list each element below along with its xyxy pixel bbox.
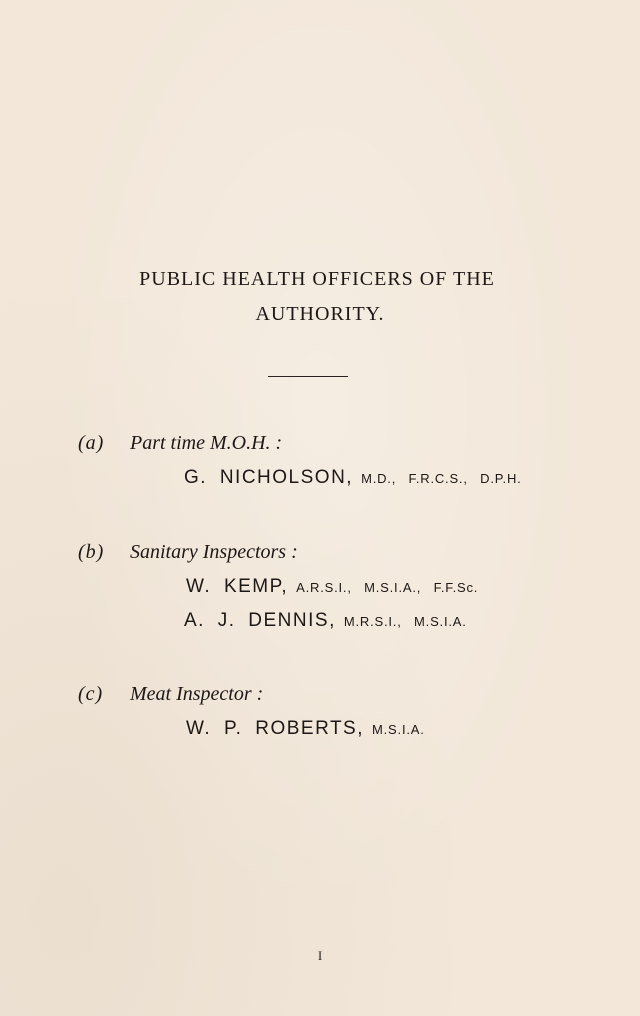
page-number: I <box>317 948 323 963</box>
officer-nicholson <box>184 467 522 489</box>
officer-kemp <box>186 576 478 598</box>
title-divider <box>268 376 348 377</box>
page-title-line-1: PUBLIC HEALTH OFFICERS OF THE <box>139 268 495 290</box>
section-a-heading <box>78 432 282 455</box>
officer-name: W. KEMP, <box>186 576 289 597</box>
section-b-heading <box>78 541 298 564</box>
page-title-line-2: AUTHORITY. <box>255 303 385 325</box>
section-b-title: Sanitary Inspectors : <box>130 541 298 563</box>
officer-qualifications: M.D., F.R.C.S., D.P.H. <box>361 471 522 486</box>
officer-qualifications: M.S.I.A. <box>372 722 425 737</box>
section-a-title: Part time M.O.H. : <box>130 432 283 454</box>
section-b-marker: (b) <box>78 541 105 563</box>
officer-name: A. J. DENNIS, <box>184 610 336 631</box>
section-c-heading <box>78 683 263 706</box>
officer-name: W. P. ROBERTS, <box>186 718 365 739</box>
officer-name: G. NICHOLSON, <box>184 467 354 488</box>
section-a-marker: (a) <box>78 432 105 454</box>
officer-qualifications: A.R.S.I., M.S.I.A., F.F.Sc. <box>296 580 479 595</box>
officer-dennis <box>184 610 467 632</box>
officer-roberts <box>186 718 425 740</box>
section-c-marker: (c) <box>78 683 104 705</box>
section-c-title: Meat Inspector : <box>130 683 264 705</box>
officer-qualifications: M.R.S.I., M.S.I.A. <box>343 614 467 629</box>
